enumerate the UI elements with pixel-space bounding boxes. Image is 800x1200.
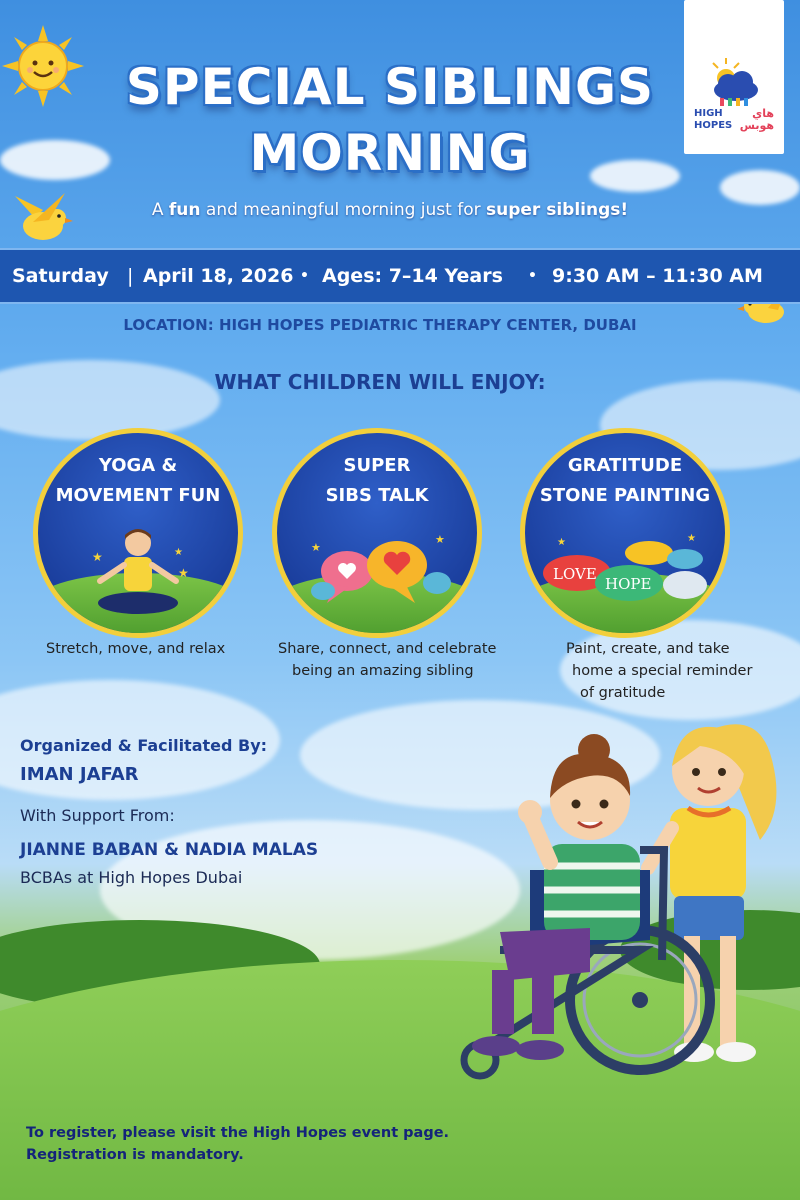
organizer-label: Organized & Facilitated By: — [20, 736, 268, 755]
activity-description-super-sibs — [278, 638, 496, 682]
cloud — [720, 170, 800, 205]
activity-title: STONE PAINTING — [539, 485, 711, 506]
yoga-child-icon — [78, 525, 198, 625]
event-time: 9:30 AM – 11:30 AM — [552, 265, 763, 287]
poster-title-line2: MORNING — [249, 124, 531, 182]
svg-text:★: ★ — [557, 537, 566, 548]
description-line: Stretch, move, and relax — [46, 641, 226, 657]
bird-icon — [5, 188, 75, 248]
event-ages: Ages: 7–14 Years — [322, 265, 503, 287]
svg-text:★: ★ — [687, 533, 696, 544]
activity-description-gratitude — [566, 638, 752, 704]
subtitle-part1: A — [151, 200, 169, 220]
logo-text-arabic-2: هوبس — [739, 119, 774, 132]
logo-text-high: HIGH — [694, 108, 723, 119]
description-line: of gratitude — [580, 685, 666, 701]
subtitle-fun: fun — [168, 200, 201, 220]
poster-title-line1: SPECIAL SIBLINGS — [125, 58, 655, 116]
activity-card-yoga — [33, 428, 243, 638]
description-line: home a special reminder — [572, 663, 753, 679]
event-location: LOCATION: HIGH HOPES PEDIATRIC THERAPY CENTER, DUBAI — [123, 316, 637, 334]
event-details-banner — [0, 248, 800, 304]
activity-card-gratitude — [520, 428, 730, 638]
event-separator: • — [528, 268, 537, 284]
event-separator: | — [127, 265, 134, 287]
svg-text:★: ★ — [311, 541, 321, 554]
stone-label-hope: HOPE — [605, 575, 652, 593]
activity-title: GRATITUDE — [567, 455, 683, 476]
stone-label-love: LOVE — [553, 565, 597, 583]
poster-subtitle — [90, 200, 690, 220]
support-role: BCBAs at High Hopes Dubai — [20, 868, 243, 887]
description-line: Share, connect, and celebrate — [278, 641, 497, 657]
activity-description-yoga — [46, 638, 225, 660]
registration-note — [26, 1122, 449, 1166]
svg-text:★: ★ — [178, 566, 189, 580]
painted-stones-icon — [537, 525, 713, 615]
activity-title: SUPER — [343, 455, 411, 476]
organizer-name: IMAN JAFAR — [20, 764, 139, 785]
activity-title: SIBS TALK — [325, 485, 429, 506]
children-wheelchair-illustration — [440, 700, 800, 1120]
logo-text-arabic-1: هاي — [752, 107, 774, 120]
speech-bubble-icon — [305, 521, 455, 611]
event-separator: • — [300, 268, 309, 284]
description-line: being an amazing sibling — [292, 663, 474, 679]
high-hopes-logo — [684, 0, 784, 154]
subtitle-part2: and meaningful morning just for — [200, 200, 486, 220]
event-day: Saturday — [12, 265, 109, 287]
activity-title: YOGA & — [98, 455, 178, 476]
support-label: With Support From: — [20, 806, 175, 825]
description-line: Paint, create, and take — [566, 641, 730, 657]
activity-card-super-sibs — [272, 428, 482, 638]
subtitle-super: super siblings! — [486, 200, 629, 220]
svg-text:★: ★ — [92, 550, 103, 564]
support-names: JIANNE BABAN & NADIA MALAS — [20, 840, 319, 860]
registration-line: To register, please visit the High Hopes event page. — [26, 1125, 450, 1141]
event-date: April 18, 2026 — [143, 265, 294, 287]
logo-text-hopes: HOPES — [694, 120, 733, 131]
activity-title: MOVEMENT FUN — [55, 485, 221, 506]
svg-text:★: ★ — [435, 533, 445, 546]
logo-cloud-icon — [698, 58, 770, 108]
registration-line: Registration is mandatory. — [26, 1147, 244, 1163]
svg-text:★: ★ — [174, 547, 183, 558]
activities-heading: WHAT CHILDREN WILL ENJOY: — [214, 370, 546, 394]
